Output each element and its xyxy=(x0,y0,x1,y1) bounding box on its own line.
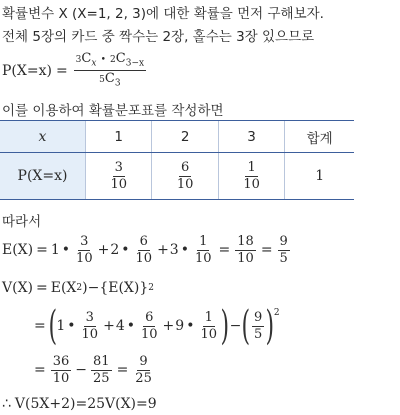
vx-rhs-b: )−{E(X)} xyxy=(82,280,149,296)
ex-result2-den: 5 xyxy=(279,250,288,266)
intro-line xyxy=(2,2,324,22)
pf-lhs: P(X=x) xyxy=(2,62,52,79)
v2-frac1-den: 10 xyxy=(81,326,99,342)
probability-distribution-table xyxy=(0,120,354,200)
plus-op: + xyxy=(162,318,175,334)
therefore-symbol: ∴ xyxy=(2,396,11,412)
ex-frac3-num: 1 xyxy=(199,234,208,249)
ex-t2: 2 xyxy=(110,242,120,259)
vx-sq: 2 xyxy=(76,283,83,293)
dot-op: • xyxy=(67,318,76,334)
pf-num-d: 2 xyxy=(110,55,116,65)
row-label: P(X=x) xyxy=(0,153,86,200)
minus-op: − xyxy=(75,362,88,379)
final-answer xyxy=(2,396,157,412)
fraction-p1 xyxy=(108,161,129,191)
equals-sign: = xyxy=(55,62,68,79)
v2-frac1 xyxy=(80,311,101,341)
cell-p1 xyxy=(86,153,152,200)
plus-op: + xyxy=(97,242,110,259)
therefore-text: 따라서 xyxy=(2,214,42,230)
final-text: V(5X+2)=25V(X)=9 xyxy=(14,396,157,412)
ex-result2-num: 9 xyxy=(279,234,288,249)
open-paren: ( xyxy=(241,303,251,349)
dot-op: • xyxy=(126,318,135,334)
ex-result1-num: 18 xyxy=(237,234,254,249)
variance-definition xyxy=(2,280,154,296)
fraction-p3 xyxy=(241,161,262,191)
v2-frac3-num: 1 xyxy=(204,309,213,325)
header-x: x xyxy=(0,121,86,153)
v2-frac4 xyxy=(252,311,264,341)
v2-frac4-num: 9 xyxy=(253,309,263,325)
v3-frac1-num: 36 xyxy=(52,354,70,369)
equals-sign: = xyxy=(218,242,231,259)
v3-frac2 xyxy=(91,355,112,385)
pf-num-f: 3−x xyxy=(125,58,145,69)
ex-lhs: E(X) xyxy=(2,242,34,259)
header-2: 2 xyxy=(152,121,218,153)
v3-frac2-num: 81 xyxy=(93,354,110,369)
equals-sign: = xyxy=(36,242,48,259)
ex-frac1 xyxy=(74,235,95,265)
minus-op: − xyxy=(229,318,242,334)
v2-frac2-num: 6 xyxy=(145,309,154,325)
pf-den-c: 3 xyxy=(114,78,121,89)
pf-num-a: 3 xyxy=(75,55,82,65)
ex-result1-den: 10 xyxy=(237,250,254,266)
v3-frac3-num: 9 xyxy=(139,354,148,369)
ex-frac3 xyxy=(193,235,214,265)
pf-num-b: C xyxy=(81,51,92,66)
probability-formula xyxy=(2,52,148,89)
pf-den-b: C xyxy=(104,71,115,87)
pf-den-a: 5 xyxy=(99,75,105,86)
header-total: 합계 xyxy=(285,121,354,153)
header-1: 1 xyxy=(86,121,152,153)
plus-op: + xyxy=(157,242,169,259)
v2-t2: 4 xyxy=(115,318,125,334)
ex-result1 xyxy=(235,235,256,265)
v3-frac3 xyxy=(133,355,154,385)
ex-result2 xyxy=(278,235,290,265)
intro-text: 확률변수 X (X=1, 2, 3)에 대한 확률을 먼저 구해보자. xyxy=(2,6,324,22)
pf-dot: • xyxy=(100,55,106,65)
header-3: 3 xyxy=(218,121,284,153)
ex-t1: 1 xyxy=(50,242,60,259)
card-count-text: 전체 5장의 카드 중 짝수는 2장, 홀수는 3장 있으므로 xyxy=(2,29,315,45)
equals-sign: = xyxy=(116,362,129,379)
variance-result xyxy=(34,355,156,385)
dot-op: • xyxy=(186,318,195,334)
dot-op: • xyxy=(61,242,71,259)
v2-sq: 2 xyxy=(273,308,280,318)
cell-p3 xyxy=(218,153,284,200)
p1-den: 10 xyxy=(110,176,127,192)
v2-frac3-den: 10 xyxy=(200,326,218,342)
expectation-equation xyxy=(2,235,292,265)
cell-p2 xyxy=(152,153,218,200)
ex-t3: 3 xyxy=(169,242,179,259)
close-paren: ) xyxy=(265,303,275,349)
p2-den: 10 xyxy=(176,176,194,192)
v3-frac2-den: 25 xyxy=(93,370,110,386)
pf-numerator xyxy=(74,52,146,71)
v2-t1: 1 xyxy=(56,318,66,334)
v2-frac1-num: 3 xyxy=(85,309,94,325)
fraction-p2 xyxy=(175,161,196,191)
card-count-line xyxy=(2,25,314,45)
v2-t3: 9 xyxy=(175,318,185,334)
vx-sq2: 2 xyxy=(148,283,154,293)
equals-sign: = xyxy=(260,242,273,259)
open-paren: ( xyxy=(48,303,57,349)
table-probability-row xyxy=(0,153,354,200)
close-paren: ) xyxy=(220,303,230,349)
plus-op: + xyxy=(103,318,115,334)
p3-num: 1 xyxy=(247,159,256,175)
cell-total: 1 xyxy=(285,153,354,200)
p1-num: 3 xyxy=(114,159,123,175)
pf-fraction xyxy=(74,52,146,89)
equals-sign: = xyxy=(36,280,48,296)
v3-frac1 xyxy=(51,355,72,385)
vx-lhs: V(X) xyxy=(2,280,34,296)
p2-num: 6 xyxy=(181,159,190,175)
ex-frac3-den: 10 xyxy=(194,250,212,266)
v2-frac2 xyxy=(139,311,160,341)
ex-frac1-den: 10 xyxy=(76,250,93,266)
equals-sign: = xyxy=(34,318,46,334)
variance-expansion xyxy=(34,303,280,349)
v2-frac3 xyxy=(198,311,219,341)
table-header-row xyxy=(0,121,354,153)
ex-frac2-num: 6 xyxy=(139,234,148,249)
pf-num-c: x xyxy=(91,58,97,69)
vx-rhs-a: E(X xyxy=(50,280,77,296)
v2-frac2-den: 10 xyxy=(141,326,158,342)
v2-frac4-den: 5 xyxy=(253,326,263,342)
v3-frac1-den: 10 xyxy=(52,370,70,386)
pf-num-e: C xyxy=(115,51,126,66)
table-intro-text: 이를 이용하여 확률분포표를 작성하면 xyxy=(2,103,224,119)
dot-op: • xyxy=(180,242,189,259)
ex-frac1-num: 3 xyxy=(80,234,89,249)
p3-den: 10 xyxy=(243,176,260,192)
ex-frac2-den: 10 xyxy=(135,250,153,266)
dot-op: • xyxy=(121,242,130,259)
therefore-line xyxy=(2,210,41,230)
equals-sign: = xyxy=(34,362,46,379)
ex-frac2 xyxy=(134,235,155,265)
table-intro-line xyxy=(2,99,224,119)
v3-frac3-den: 25 xyxy=(135,370,152,386)
pf-denominator xyxy=(97,71,122,89)
